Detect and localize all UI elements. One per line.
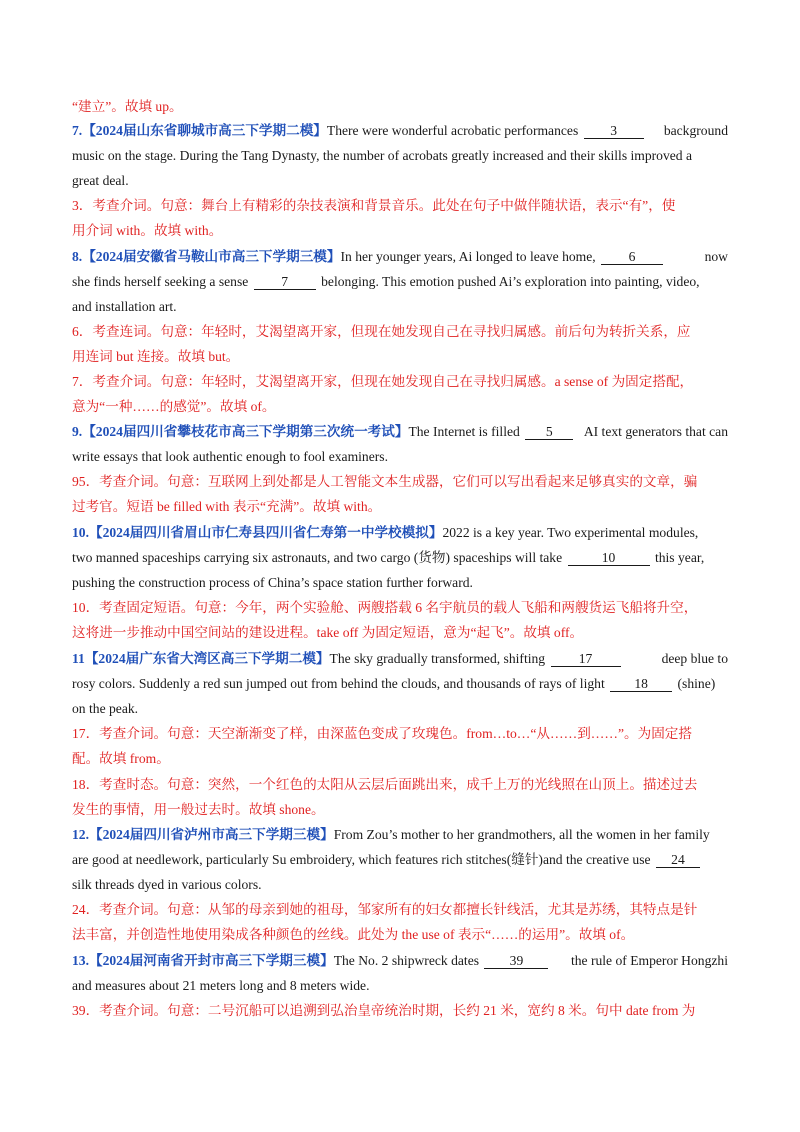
question-source: 7.【2024届山东省聊城市高三下学期二模】 — [72, 123, 327, 138]
question-13: 13.【2024届河南省开封市高三下学期三模】The No. 2 shipwreck dates 39 the rule of Emperor Hongzhi — [72, 953, 728, 968]
question-9-line2: write essays that look authentic enough to fool examiners. — [72, 449, 388, 464]
blank-3: 3 — [584, 123, 644, 139]
answer-10: 10．考查固定短语。句意：今年，两个实验舱、两艘搭载 6 名宇航员的载人飞船和两艘货运飞船将升空， — [72, 600, 698, 615]
question-11-line2: rosy colors. Suddenly a red sun jumped out from behind the clouds, and thousands of rays of light 18 (shine) — [72, 676, 716, 691]
question-source: 13.【2024届河南省开封市高三下学期三模】 — [72, 953, 334, 968]
answer-95-line2: 过考官。短语 be filled with 表示“充满”。故填 with。 — [72, 499, 382, 514]
answer-24-line2: 法丰富，并创造性地使用染成各种颜色的丝线。此处为 the use of 表示“……的运用”。故填 of。 — [72, 927, 635, 942]
blank-10: 10 — [568, 550, 650, 566]
answer-24: 24．考查介词。句意：从邹的母亲到她的祖母，邹家所有的妇女都擅长针线活，尤其是苏绣，其特点是针 — [72, 902, 698, 917]
question-8-line2: she finds herself seeking a sense 7 belonging. This emotion pushed Ai’s exploration into painting, video, — [72, 274, 700, 289]
answer-7: 7．考查介词。句意：年轻时，艾渴望离开家，但现在她发现自己在寻找归属感。a sense of 为固定搭配， — [72, 374, 694, 389]
blank-39: 39 — [484, 953, 548, 969]
answer-10-line2: 这将进一步推动中国空间站的建设进程。take off 为固定短语，意为“起飞”。故填 off。 — [72, 625, 584, 640]
question-13-line2: and measures about 21 meters long and 8 meters wide. — [72, 978, 370, 993]
blank-6: 6 — [601, 249, 663, 265]
answer-7-line2: 意为“一种……的感觉”。故填 of。 — [72, 399, 276, 414]
blank-18: 18 — [610, 676, 672, 692]
answer-18-line2: 发生的事情，用一般过去时。故填 shone。 — [72, 802, 325, 817]
question-9: 9.【2024届四川省攀枝花市高三下学期第三次统一考试】The Internet is filled 5 AI text generators that can — [72, 424, 728, 439]
question-7-line3: great deal. — [72, 173, 129, 188]
answer-6-line2: 用连词 but 连接。故填 but。 — [72, 349, 240, 364]
question-7-line2: music on the stage. During the Tang Dynasty, the number of acrobats greatly increased and their skills improved a — [72, 148, 693, 163]
question-7: 7.【2024届山东省聊城市高三下学期二模】There were wonderful acrobatic performances 3 background — [72, 123, 728, 138]
question-10-line2: two manned spaceships carrying six astronauts, and two cargo (货物) spaceships will take 10 this year, — [72, 550, 705, 565]
question-11: 11【2024届广东省大湾区高三下学期二模】The sky gradually transformed, shifting 17 deep blue to — [72, 651, 728, 666]
question-12: 12.【2024届四川省泸州市高三下学期三模】From Zou’s mother to her grandmothers, all the women in her family — [72, 827, 710, 842]
question-source: 10.【2024届四川省眉山市仁寿县四川省仁寿第一中学校模拟】 — [72, 525, 443, 540]
question-10: 10.【2024届四川省眉山市仁寿县四川省仁寿第一中学校模拟】2022 is a key year. Two experimental modules, — [72, 525, 699, 540]
question-12-line3: silk threads dyed in various colors. — [72, 877, 262, 892]
blank-5: 5 — [525, 424, 573, 440]
question-12-line2: are good at needlework, particularly Su embroidery, which features rich stitches(缝针)and the creative use 24 — [72, 851, 702, 869]
question-10-line3: pushing the construction process of China’s space station further forward. — [72, 575, 473, 590]
answer-18: 18．考查时态。句意：突然，一个红色的太阳从云层后面跳出来，成千上万的光线照在山顶上。描述过去 — [72, 777, 698, 792]
blank-17: 17 — [551, 651, 621, 667]
blank-7: 7 — [254, 274, 316, 290]
question-11-line3: on the peak. — [72, 701, 139, 716]
answer-39: 39．考查介词。句意：二号沉船可以追溯到弘治皇帝统治时期，长约 21 米，宽约 8 米。句中 date from 为 — [72, 1003, 696, 1018]
answer-6: 6．考查连词。句意：年轻时，艾渴望离开家，但现在她发现自己在寻找归属感。前后句为转折关系，应 — [72, 324, 691, 339]
question-source: 8.【2024届安徽省马鞍山市高三下学期三模】 — [72, 249, 341, 264]
blank-24: 24 — [656, 852, 700, 868]
answer-line: “建立”。故填 up。 — [72, 99, 183, 114]
question-8-line3: and installation art. — [72, 299, 177, 314]
question-8: 8.【2024届安徽省马鞍山市高三下学期三模】In her younger years, Ai longed to leave home, 6 now — [72, 249, 728, 264]
question-source: 11【2024届广东省大湾区高三下学期二模】 — [72, 651, 330, 666]
answer-17-line2: 配。故填 from。 — [72, 751, 170, 766]
question-source: 9.【2024届四川省攀枝花市高三下学期第三次统一考试】 — [72, 424, 409, 439]
answer-3-line2: 用介词 with。故填 with。 — [72, 223, 223, 238]
answer-17: 17．考查介词。句意：天空渐渐变了样，由深蓝色变成了玫瑰色。from…to…“从……到……”。为固定搭 — [72, 726, 692, 741]
question-source: 12.【2024届四川省泸州市高三下学期三模】 — [72, 827, 334, 842]
answer-95: 95．考查介词。句意：互联网上到处都是人工智能文本生成器，它们可以写出看起来足够真实的文章，骗 — [72, 474, 698, 489]
answer-3: 3．考查介词。句意：舞台上有精彩的杂技表演和背景音乐。此处在句子中做伴随状语，表示“有”，使 — [72, 198, 676, 213]
